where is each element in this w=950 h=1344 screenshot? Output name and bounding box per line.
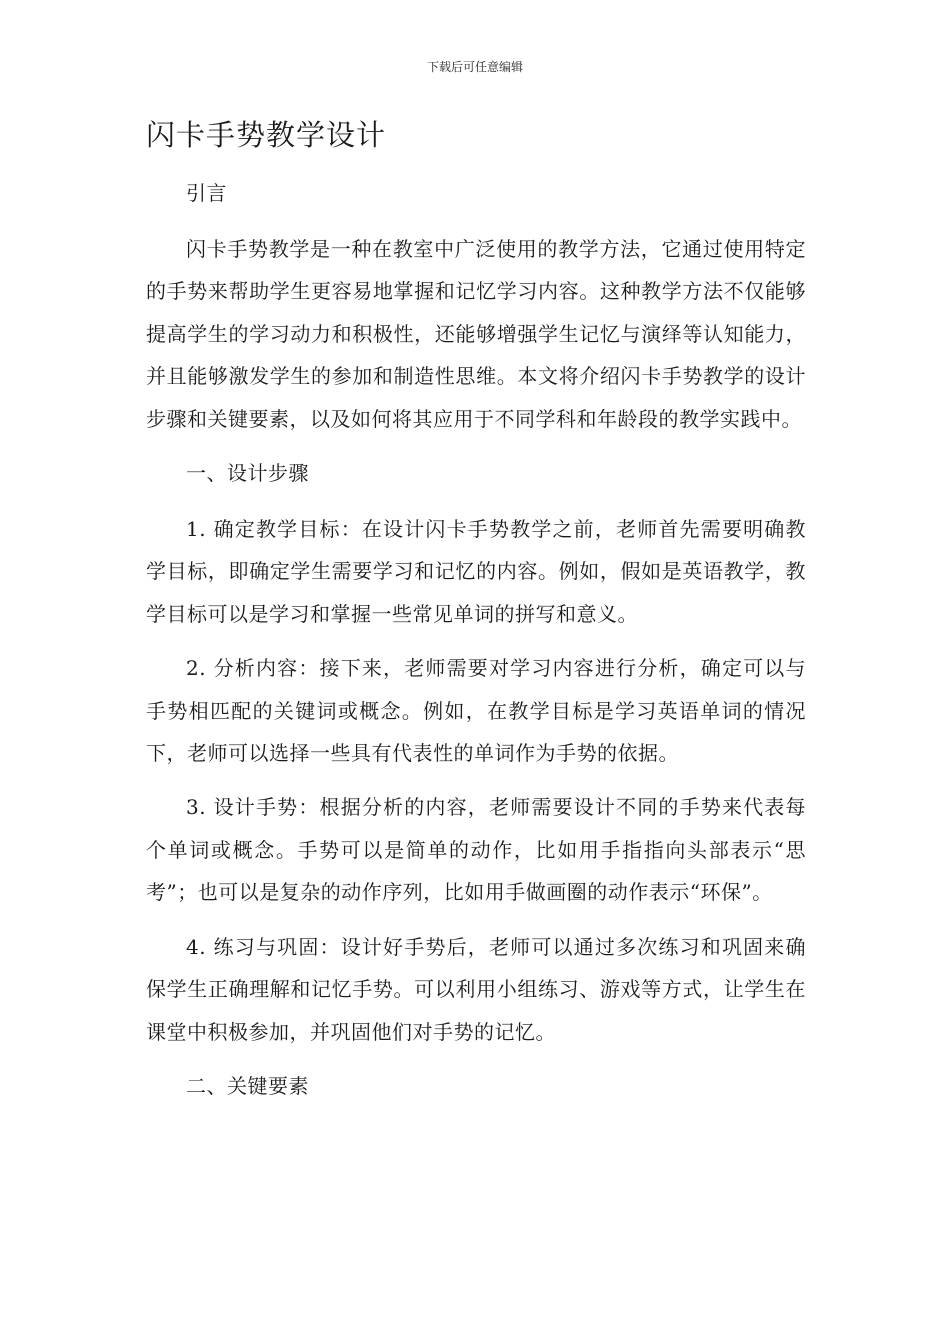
step-4-paragraph: 4. 练习与巩固：设计好手势后，老师可以通过多次练习和巩固来确保学生正确理解和记忆手势。可以利用小组练习、游戏等方式，让学生在课堂中积极参加，并巩固他们对手势的记忆。 bbox=[146, 934, 806, 1044]
intro-paragraph: 闪卡手势教学是一种在教室中广泛使用的教学方法，它通过使用特定的手势来帮助学生更容易地掌握和记忆学习内容。这种教学方法不仅能够提高学生的学习动力和积极性，还能够增强学生记忆与演绎等认知能力，并且能够激发学生的参加和制造性思维。本文将介绍闪卡手势教学的设计步骤和关键要素，以及如何将其应用于不同学科和年龄段的教学实践中。 bbox=[146, 237, 806, 431]
step-1-paragraph: 1. 确定教学目标：在设计闪卡手势教学之前，老师首先需要明确教学目标，即确定学生需要学习和记忆的内容。例如，假如是英语教学，教学目标可以是学习和掌握一些常见单词的拼写和意义。 bbox=[146, 517, 806, 626]
page-header: 下载后可任意编辑 bbox=[426, 60, 523, 74]
intro-heading: 引言 bbox=[186, 181, 227, 205]
document-title: 闪卡手势教学设计 bbox=[146, 118, 387, 152]
step-3-paragraph: 3. 设计手势：根据分析的内容，老师需要设计不同的手势来代表每个单词或概念。手势可以是简单的动作，比如用手指指向头部表示“思考”；也可以是复杂的动作序列，比如用手做画圈的动作表示“环保”。 bbox=[146, 795, 806, 905]
document-body bbox=[146, 112, 806, 1121]
section-heading-key-elements: 二、关键要素 bbox=[186, 1073, 309, 1098]
section-heading-design-steps: 一、设计步骤 bbox=[186, 461, 309, 486]
step-2-paragraph: 2. 分析内容：接下来，老师需要对学习内容进行分析，确定可以与手势相匹配的关键词或概念。例如，在教学目标是学习英语单词的情况下，老师可以选择一些具有代表性的单词作为手势的依据。 bbox=[146, 656, 806, 766]
